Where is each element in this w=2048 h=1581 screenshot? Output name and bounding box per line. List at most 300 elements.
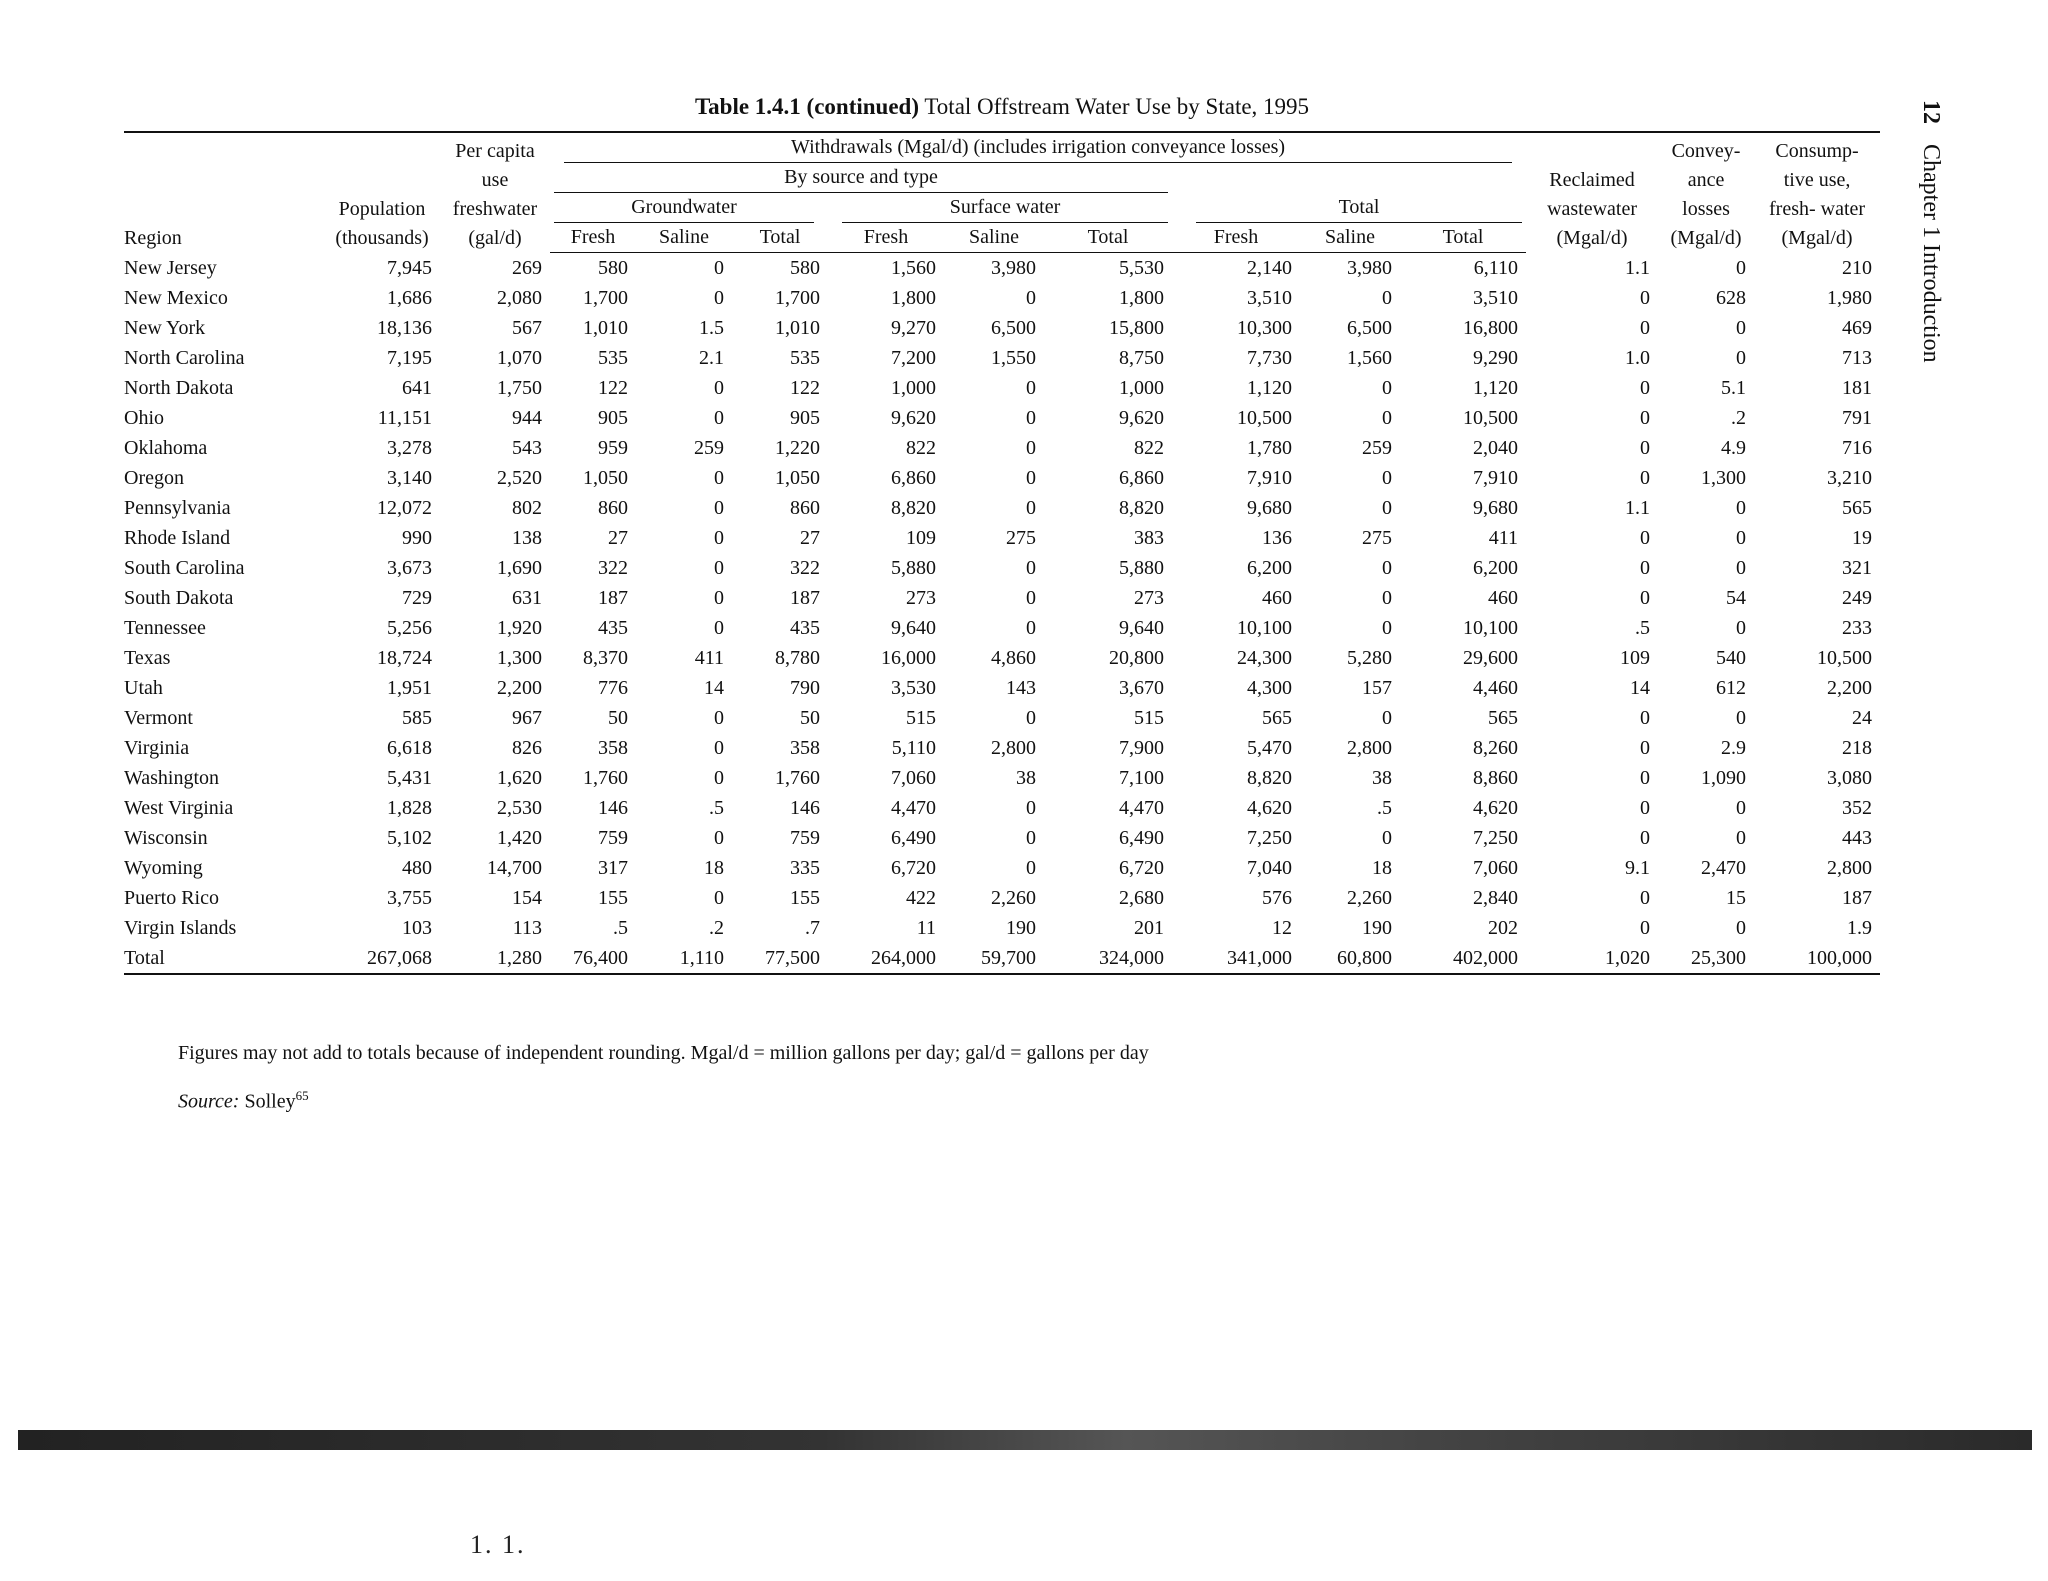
value-cell: .5: [1635, 617, 1651, 639]
scan-edge-bar: [18, 1430, 2032, 1450]
gw-total-header: Total: [732, 223, 828, 253]
value-cell: 146: [598, 797, 628, 819]
value-cell: 0: [1382, 707, 1392, 729]
table-caption: Total Offstream Water Use by State, 1995: [924, 94, 1310, 119]
table-row: [124, 373, 1880, 403]
value-cell: 122: [790, 377, 820, 399]
value-cell: 422: [906, 887, 936, 909]
running-header: [1910, 100, 1950, 520]
source-label: Source:: [178, 1090, 240, 1113]
value-cell: 10,500: [1237, 407, 1292, 429]
value-cell: 0: [1026, 587, 1036, 609]
value-cell: 3,140: [387, 467, 432, 489]
value-cell: 383: [1134, 527, 1164, 549]
value-cell: 1.1: [1625, 497, 1651, 519]
value-cell: 860: [790, 497, 820, 519]
value-cell: 317: [598, 857, 628, 879]
table-row: [124, 403, 1880, 433]
value-cell: 154: [512, 887, 542, 909]
value-cell: 716: [1842, 437, 1873, 459]
source-ref: 65: [295, 1088, 309, 1103]
value-cell: 1,920: [497, 617, 542, 639]
value-cell: 0: [1736, 347, 1747, 369]
value-cell: 2,520: [497, 467, 542, 489]
value-cell: 1,090: [1701, 767, 1747, 789]
value-cell: 9,640: [1119, 617, 1164, 639]
value-cell: 0: [1640, 377, 1651, 399]
value-cell: 0: [1026, 407, 1036, 429]
value-cell: 0: [1382, 827, 1392, 849]
region-cell: New Mexico: [124, 287, 228, 309]
value-cell: 341,000: [1227, 947, 1292, 969]
value-cell: 275: [1006, 527, 1036, 549]
value-cell: 580: [790, 257, 820, 279]
value-cell: 0: [714, 527, 724, 549]
value-cell: 0: [1026, 467, 1036, 489]
value-cell: 2,840: [1473, 887, 1519, 909]
value-cell: 1,620: [497, 767, 542, 789]
table-row: [124, 283, 1880, 313]
value-cell: 249: [1842, 587, 1873, 609]
value-cell: 50: [608, 707, 628, 729]
value-cell: 0: [1026, 707, 1036, 729]
value-cell: 759: [790, 827, 820, 849]
value-cell: 6,500: [1347, 317, 1392, 339]
table-row: [124, 433, 1880, 463]
value-cell: 103: [402, 917, 432, 939]
value-cell: 2,530: [497, 797, 542, 819]
table-row: [124, 673, 1880, 703]
value-cell: 8,820: [1119, 497, 1164, 519]
value-cell: 0: [1026, 857, 1036, 879]
value-cell: 0: [1640, 887, 1651, 909]
region-cell: Ohio: [124, 407, 164, 429]
value-cell: 3,755: [387, 887, 432, 909]
value-cell: 0: [714, 257, 724, 279]
value-cell: 9.1: [1625, 857, 1651, 879]
value-cell: 1.9: [1847, 917, 1873, 939]
value-cell: 1,050: [775, 467, 820, 489]
value-cell: 10,100: [1463, 617, 1519, 639]
value-cell: 18,136: [377, 317, 432, 339]
value-cell: 259: [1362, 437, 1392, 459]
value-cell: 0: [714, 827, 724, 849]
value-cell: 0: [714, 587, 724, 609]
value-cell: 264,000: [871, 947, 936, 969]
value-cell: 109: [1620, 647, 1651, 669]
region-cell: Virgin Islands: [124, 917, 237, 939]
value-cell: 0: [1736, 497, 1747, 519]
value-cell: 790: [790, 677, 820, 699]
value-cell: 0: [1382, 377, 1392, 399]
value-cell: 38: [1016, 767, 1036, 789]
tot-saline-header: Saline: [1300, 223, 1400, 253]
value-cell: 2.1: [699, 347, 724, 369]
value-cell: 2,260: [1347, 887, 1392, 909]
region-cell: Tennessee: [124, 617, 206, 639]
value-cell: 0: [714, 707, 724, 729]
value-cell: 76,400: [573, 947, 628, 969]
consumptive-header: Consump- tive use, fresh- water (Mgal/d): [1769, 139, 1866, 249]
value-cell: 543: [512, 437, 542, 459]
value-cell: 580: [598, 257, 628, 279]
value-cell: .5: [709, 797, 724, 819]
value-cell: 0: [1382, 287, 1392, 309]
value-cell: 567: [512, 317, 542, 339]
value-cell: 233: [1842, 617, 1873, 639]
value-cell: 335: [790, 857, 820, 879]
value-cell: 990: [402, 527, 432, 549]
value-cell: 1,010: [775, 317, 820, 339]
value-cell: 187: [790, 587, 820, 609]
value-cell: 18: [704, 857, 724, 879]
value-cell: 0: [1640, 827, 1651, 849]
value-cell: .5: [1377, 797, 1392, 819]
sw-saline-header: Saline: [944, 223, 1044, 253]
value-cell: 7,060: [1473, 857, 1519, 879]
value-cell: 322: [790, 557, 820, 579]
value-cell: 0: [1736, 527, 1747, 549]
value-cell: 201: [1134, 917, 1164, 939]
tot-fresh-header: Fresh: [1172, 223, 1300, 253]
value-cell: 0: [1640, 317, 1651, 339]
surface-water-label: Surface water: [842, 193, 1168, 223]
by-source-header: [550, 163, 1172, 193]
value-cell: 411: [694, 647, 724, 669]
value-cell: 1,780: [1247, 437, 1292, 459]
value-cell: 136: [1262, 527, 1292, 549]
total-group-label: Total: [1196, 193, 1522, 223]
value-cell: 0: [1736, 797, 1747, 819]
value-cell: 0: [1640, 797, 1651, 819]
value-cell: 10,300: [1237, 317, 1292, 339]
value-cell: 565: [1842, 497, 1873, 519]
value-cell: 202: [1488, 917, 1519, 939]
value-cell: 0: [714, 467, 724, 489]
value-cell: 802: [512, 497, 542, 519]
value-cell: 540: [1716, 647, 1747, 669]
value-cell: 138: [512, 527, 542, 549]
table-row: [124, 853, 1880, 883]
value-cell: 585: [402, 707, 432, 729]
value-cell: 729: [402, 587, 432, 609]
value-cell: 0: [1640, 587, 1651, 609]
value-cell: 2,080: [497, 287, 542, 309]
value-cell: 0: [714, 287, 724, 309]
value-cell: 155: [598, 887, 628, 909]
value-cell: 0: [1736, 827, 1747, 849]
value-cell: 100,000: [1807, 947, 1873, 969]
value-cell: 6,720: [891, 857, 936, 879]
value-cell: 0: [714, 557, 724, 579]
value-cell: 25,300: [1691, 947, 1747, 969]
value-cell: 1,760: [583, 767, 628, 789]
withdrawals-header: [550, 132, 1526, 163]
value-cell: 4.9: [1721, 437, 1747, 459]
value-cell: 0: [1736, 256, 1747, 279]
value-cell: 435: [790, 617, 820, 639]
value-cell: 0: [1640, 287, 1651, 309]
value-cell: 275: [1362, 527, 1392, 549]
value-cell: 0: [1382, 587, 1392, 609]
value-cell: 443: [1842, 827, 1873, 849]
gw-fresh-header: Fresh: [550, 223, 636, 253]
region-cell: Wyoming: [124, 857, 203, 879]
value-cell: 1,550: [991, 347, 1036, 369]
value-cell: 1,800: [1119, 287, 1164, 309]
table-footnote: Figures may not add to totals because of independent rounding. Mgal/d = million gallons per day; gal/d = gallons per day: [178, 1042, 1149, 1064]
value-cell: 1.1: [1625, 256, 1651, 279]
value-cell: 4,460: [1473, 677, 1519, 699]
value-cell: 0: [714, 767, 724, 789]
value-cell: 628: [1716, 287, 1747, 309]
table-source: [178, 1088, 309, 1114]
value-cell: 0: [714, 377, 724, 399]
value-cell: 269: [512, 256, 542, 279]
table-row: [124, 253, 1880, 284]
value-cell: 1,690: [497, 557, 542, 579]
value-cell: 155: [790, 887, 820, 909]
page-number: 12: [1918, 100, 1944, 124]
value-cell: 8,780: [775, 647, 820, 669]
value-cell: 2,040: [1473, 437, 1519, 459]
value-cell: 273: [906, 587, 936, 609]
value-cell: 6,200: [1473, 557, 1519, 579]
table-row: [124, 793, 1880, 823]
value-cell: .7: [805, 917, 820, 939]
value-cell: 0: [1640, 437, 1651, 459]
value-cell: 1,760: [775, 767, 820, 789]
by-source-label: By source and type: [554, 163, 1168, 193]
value-cell: 0: [1736, 557, 1747, 579]
value-cell: 7,250: [1473, 827, 1519, 849]
value-cell: 2,200: [1827, 677, 1873, 699]
value-cell: 9,290: [1473, 347, 1519, 369]
value-cell: 9,680: [1247, 497, 1292, 519]
table-row: [124, 523, 1880, 553]
value-cell: 2,800: [1827, 857, 1873, 879]
value-cell: 4,620: [1473, 797, 1519, 819]
value-cell: 54: [1726, 587, 1747, 609]
value-cell: 8,750: [1119, 347, 1164, 369]
value-cell: 4,300: [1247, 677, 1292, 699]
value-cell: 860: [598, 497, 628, 519]
table-body: [124, 253, 1880, 975]
region-cell: Rhode Island: [124, 527, 231, 549]
value-cell: 8,820: [891, 497, 936, 519]
value-cell: 515: [1134, 707, 1164, 729]
value-cell: 267,068: [367, 947, 432, 969]
value-cell: 9,620: [891, 407, 936, 429]
value-cell: 9,620: [1119, 407, 1164, 429]
value-cell: 77,500: [765, 947, 820, 969]
value-cell: 515: [906, 707, 936, 729]
value-cell: 0: [1640, 917, 1651, 939]
value-cell: 1,560: [891, 257, 936, 279]
value-cell: 460: [1262, 587, 1292, 609]
withdrawals-label: Withdrawals (Mgal/d) (includes irrigation conveyance losses): [564, 133, 1512, 163]
region-cell: Vermont: [124, 707, 193, 729]
value-cell: 157: [1362, 677, 1392, 699]
value-cell: 0: [1026, 377, 1036, 399]
value-cell: 181: [1842, 377, 1873, 399]
region-cell: Total: [124, 947, 165, 969]
value-cell: 822: [906, 437, 936, 459]
value-cell: 0: [714, 617, 724, 639]
value-cell: 7,910: [1473, 467, 1519, 489]
value-cell: 7,200: [891, 347, 936, 369]
value-cell: 29,600: [1463, 647, 1519, 669]
value-cell: 259: [694, 437, 724, 459]
value-cell: 3,980: [991, 257, 1036, 279]
value-cell: 631: [512, 587, 542, 609]
value-cell: 1,828: [387, 797, 432, 819]
value-cell: 59,700: [981, 947, 1036, 969]
source-text: Solley: [244, 1090, 296, 1113]
value-cell: 713: [1842, 347, 1873, 369]
value-cell: 27: [608, 527, 628, 549]
value-cell: 218: [1842, 737, 1873, 759]
value-cell: 535: [598, 347, 628, 369]
value-cell: 0: [1736, 317, 1747, 339]
value-cell: 5,880: [1119, 557, 1164, 579]
value-cell: 6,490: [891, 827, 936, 849]
value-cell: 1,280: [497, 947, 542, 969]
value-cell: 2,800: [1347, 737, 1392, 759]
value-cell: 14: [704, 677, 724, 699]
value-cell: 0: [1026, 437, 1036, 459]
table-title: [124, 94, 1880, 120]
table-row: [124, 913, 1880, 943]
value-cell: 959: [598, 437, 628, 459]
value-cell: 535: [790, 347, 820, 369]
value-cell: 7,250: [1247, 827, 1292, 849]
value-cell: 6,720: [1119, 857, 1164, 879]
region-cell: South Dakota: [124, 587, 234, 609]
value-cell: 0: [1026, 827, 1036, 849]
value-cell: 402,000: [1453, 947, 1519, 969]
value-cell: 8,860: [1473, 767, 1519, 789]
value-cell: 8,370: [583, 647, 628, 669]
value-cell: 5,280: [1347, 647, 1392, 669]
value-cell: 5,530: [1119, 257, 1164, 279]
value-cell: 273: [1134, 587, 1164, 609]
value-cell: 122: [598, 377, 628, 399]
table-row: [124, 763, 1880, 793]
region-cell: Wisconsin: [124, 827, 208, 849]
value-cell: 113: [512, 917, 542, 939]
value-cell: 7,900: [1119, 737, 1164, 759]
value-cell: 1,750: [497, 377, 542, 399]
value-cell: 6,500: [991, 317, 1036, 339]
value-cell: 5,110: [891, 737, 936, 759]
value-cell: 967: [512, 707, 542, 729]
value-cell: 1,120: [1473, 377, 1519, 399]
value-cell: 9,270: [891, 317, 936, 339]
value-cell: 565: [1262, 707, 1292, 729]
table-row: [124, 343, 1880, 373]
value-cell: 5,102: [387, 827, 432, 849]
value-cell: 15,800: [1109, 317, 1164, 339]
sw-fresh-header: Fresh: [828, 223, 944, 253]
region-cell: North Dakota: [124, 377, 234, 399]
value-cell: 9,640: [891, 617, 936, 639]
value-cell: 0: [1382, 467, 1392, 489]
groundwater-header: [550, 193, 828, 223]
value-cell: 905: [790, 407, 820, 429]
value-cell: 6,490: [1119, 827, 1164, 849]
value-cell: 358: [598, 737, 628, 759]
value-cell: 2,470: [1701, 857, 1747, 879]
value-cell: 0: [1640, 767, 1651, 789]
value-cell: 190: [1006, 917, 1036, 939]
table-row: [124, 463, 1880, 493]
sw-total-header: Total: [1044, 223, 1172, 253]
value-cell: 0: [1026, 287, 1036, 309]
groundwater-label: Groundwater: [554, 193, 814, 223]
value-cell: 210: [1842, 256, 1873, 279]
value-cell: 14: [1630, 677, 1651, 699]
value-cell: 411: [1488, 527, 1519, 549]
value-cell: 190: [1362, 917, 1392, 939]
value-cell: 612: [1716, 677, 1747, 699]
value-cell: 7,040: [1247, 857, 1292, 879]
table-row: [124, 493, 1880, 523]
value-cell: 15: [1726, 887, 1747, 909]
value-cell: 14,700: [487, 857, 542, 879]
value-cell: 1,300: [497, 647, 542, 669]
table-row: [124, 733, 1880, 763]
value-cell: 0: [1640, 737, 1651, 759]
value-cell: 3,278: [387, 437, 432, 459]
value-cell: 1,020: [1605, 947, 1651, 969]
value-cell: 791: [1842, 407, 1873, 429]
value-cell: 0: [714, 887, 724, 909]
value-cell: 3,510: [1473, 287, 1519, 309]
value-cell: 0: [1026, 797, 1036, 819]
value-cell: 5.1: [1721, 377, 1747, 399]
value-cell: 18: [1372, 857, 1392, 879]
value-cell: 0: [1736, 707, 1747, 729]
value-cell: 5,470: [1247, 737, 1292, 759]
value-cell: 24,300: [1237, 647, 1292, 669]
value-cell: 944: [512, 407, 542, 429]
table-row: [124, 883, 1880, 913]
water-use-table: [124, 131, 1880, 975]
value-cell: 321: [1842, 557, 1873, 579]
value-cell: 187: [1842, 887, 1873, 909]
value-cell: 0: [1640, 407, 1651, 429]
value-cell: 38: [1372, 767, 1392, 789]
table-row: [124, 643, 1880, 673]
value-cell: 0: [1026, 557, 1036, 579]
value-cell: 0: [1026, 497, 1036, 519]
value-cell: 0: [1640, 527, 1651, 549]
value-cell: 1,951: [387, 677, 432, 699]
value-cell: 11: [916, 917, 936, 939]
value-cell: 12: [1272, 917, 1292, 939]
value-cell: 2,800: [991, 737, 1036, 759]
value-cell: 776: [598, 677, 628, 699]
value-cell: 3,080: [1827, 767, 1873, 789]
table-row: [124, 583, 1880, 613]
value-cell: 4,620: [1247, 797, 1292, 819]
value-cell: 5,431: [387, 767, 432, 789]
per-capita-header: Per capita use freshwater (gal/d): [452, 139, 538, 249]
value-cell: 1,050: [583, 467, 628, 489]
table-row: [124, 823, 1880, 853]
value-cell: 1,686: [387, 287, 432, 309]
